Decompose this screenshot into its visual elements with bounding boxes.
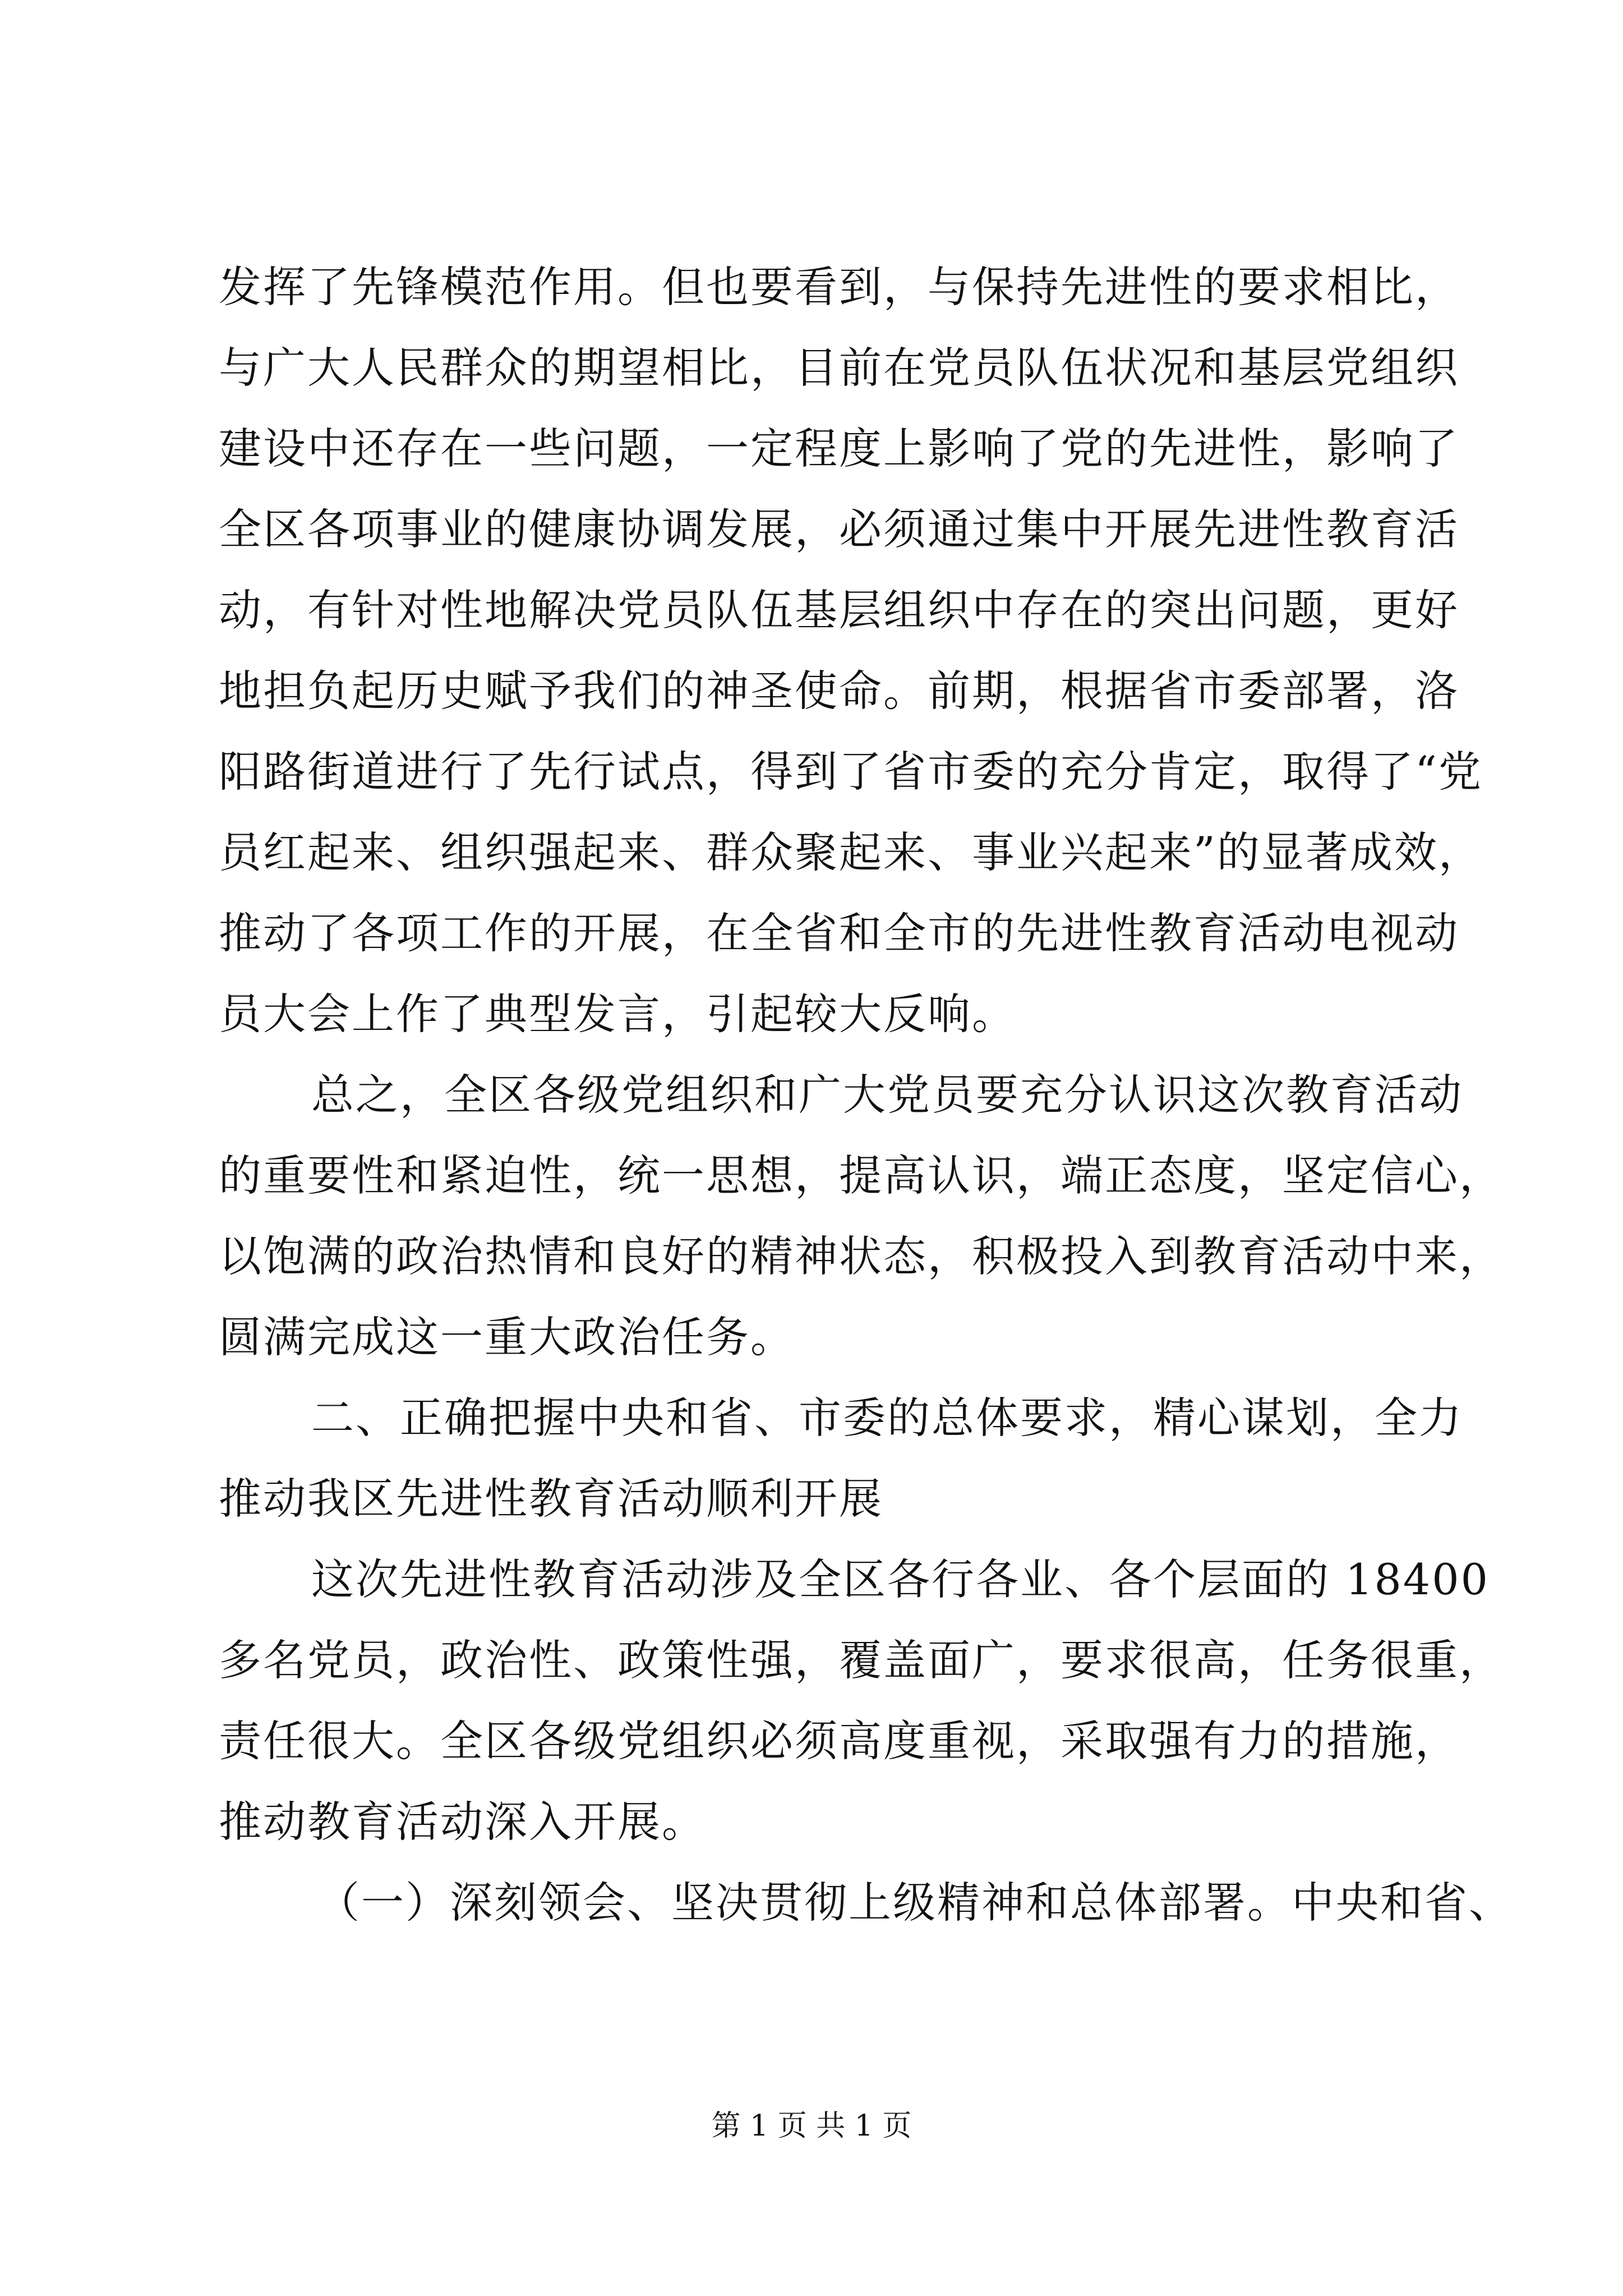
text-line: 推动教育活动深入开展。 <box>219 1797 706 1847</box>
text-line: 多名党员，政治性、政策性强，覆盖面广，要求很高，任务很重， <box>219 1635 1504 1685</box>
section-heading-line: 推动我区先进性教育活动顺利开展 <box>219 1474 883 1524</box>
text-line: 地担负起历史赋予我们的神圣使命。前期，根据省市委部署，洛 <box>219 666 1459 716</box>
document-body <box>219 247 1513 1943</box>
paragraph-start-line: 这次先进性教育活动涉及全区各行各业、各个层面的 18400 <box>311 1554 1490 1604</box>
page-number-footer: 第 1 页 共 1 页 <box>711 2109 912 2143</box>
text-line: 以饱满的政治热情和良好的精神状态，积极投入到教育活动中来， <box>219 1231 1504 1281</box>
text-line: 全区各项事业的健康协调发展，必须通过集中开展先进性教育活 <box>219 504 1459 554</box>
text-line: 员红起来、组织强起来、群众聚起来、事业兴起来”的显著成效， <box>219 827 1483 877</box>
paragraph-start-line: 总之，全区各级党组织和广大党员要充分认识这次教育活动 <box>311 1070 1463 1120</box>
text-line: 动，有针对性地解决党员队伍基层组织中存在的突出问题，更好 <box>219 585 1459 635</box>
section-heading-line: 二、正确把握中央和省、市委的总体要求，精心谋划，全力 <box>311 1393 1463 1443</box>
subsection-heading-line: （一）深刻领会、坚决贯彻上级精神和总体部署。中央和省、 <box>317 1878 1513 1927</box>
text-line: 建设中还存在一些问题，一定程度上影响了党的先进性，影响了 <box>219 424 1459 473</box>
text-line: 与广大人民群众的期望相比，目前在党员队伍状况和基层党组织 <box>219 343 1459 393</box>
text-line: 的重要性和紧迫性，统一思想，提高认识，端正态度，坚定信心， <box>219 1151 1504 1200</box>
text-line: 圆满完成这一重大政治任务。 <box>219 1312 795 1362</box>
text-line: 员大会上作了典型发言，引起较大反响。 <box>219 989 1016 1039</box>
text-line: 推动了各项工作的开展，在全省和全市的先进性教育活动电视动 <box>219 908 1459 958</box>
text-line: 发挥了先锋模范作用。但也要看到，与保持先进性的要求相比， <box>219 262 1459 312</box>
text-line: 责任很大。全区各级党组织必须高度重视，采取强有力的措施， <box>219 1716 1459 1766</box>
text-line: 阳路街道进行了先行试点，得到了省市委的充分肯定，取得了“党 <box>219 747 1483 797</box>
